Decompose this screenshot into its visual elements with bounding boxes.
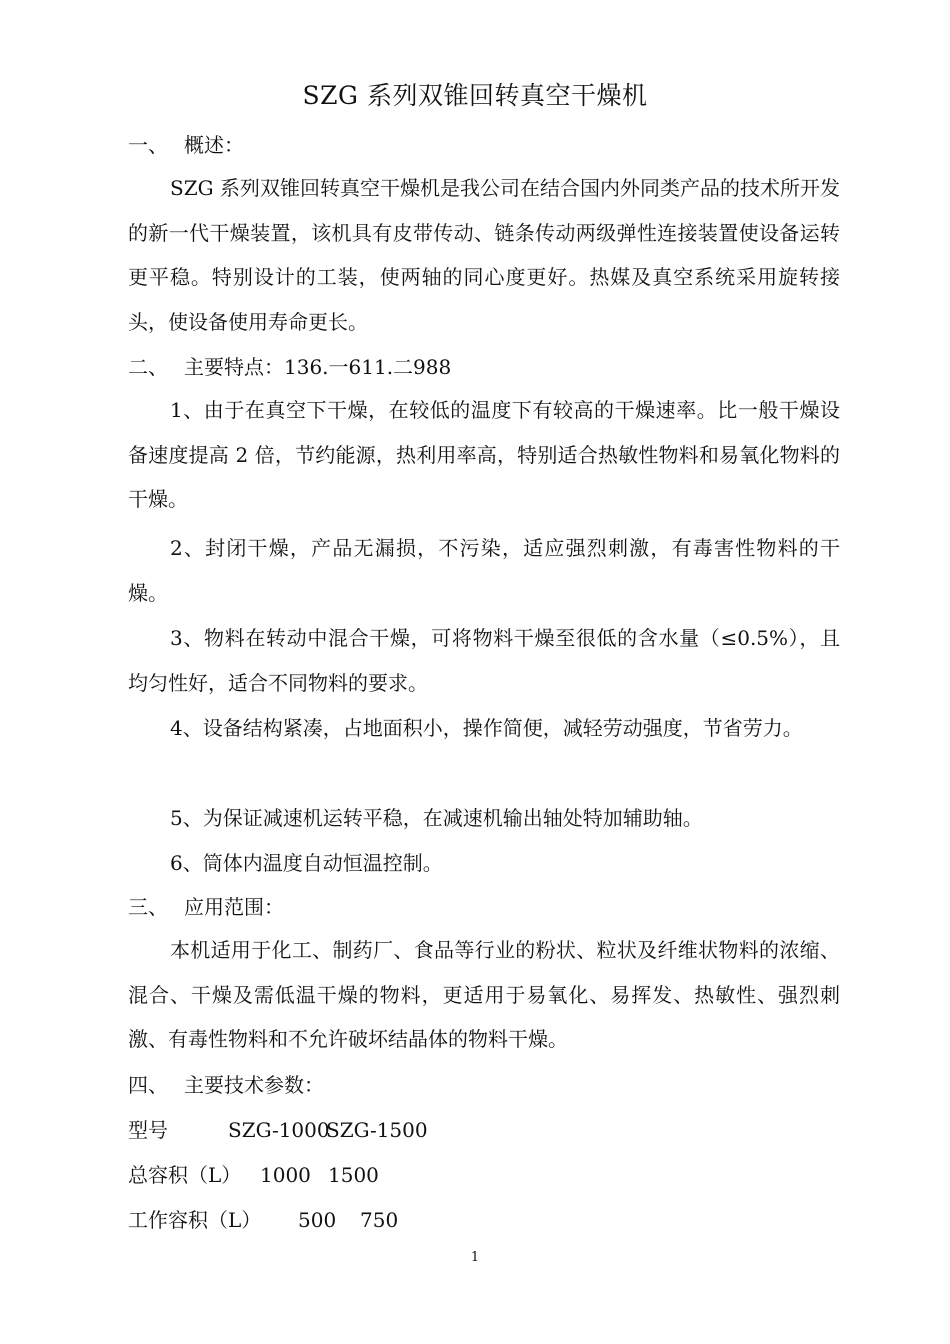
section-number: 一、	[128, 133, 168, 157]
section-heading-parameters	[128, 1070, 840, 1100]
section-number: 四、	[128, 1073, 168, 1097]
applications-paragraph: 本机适用于化工、制药厂、食品等行业的粉状、粒状及纤维状物料的浓缩、混合、干燥及需低温干燥的物料，更适用于易氧化、易挥发、热敏性、强烈刺激、有毒性物料和不允许破坏结晶体的物料干燥。	[128, 938, 840, 1051]
section-heading-applications	[128, 892, 840, 922]
feature-item-5: 5、为保证减速机运转平稳，在减速机输出轴处特加辅助轴。	[170, 806, 703, 830]
param-value-2: 1500	[328, 1163, 379, 1187]
section-title: 主要技术参数：	[184, 1073, 324, 1097]
section-number: 二、	[128, 355, 168, 379]
param-value-1: 1000	[260, 1163, 311, 1187]
param-row-working-volume	[128, 1205, 840, 1235]
param-value-2: 750	[360, 1208, 399, 1232]
section-title: 主要特点：136.一611.二988	[184, 355, 452, 379]
section-number: 三、	[128, 895, 168, 919]
page-number: 1	[470, 1250, 480, 1265]
param-label: 工作容积（L）	[128, 1208, 262, 1232]
feature-item-2: 2、封闭干燥，产品无漏损，不污染，适应强烈刺激，有毒害性物料的干燥。	[128, 536, 840, 605]
feature-item-6: 6、筒体内温度自动恒温控制。	[170, 851, 443, 875]
section-heading-features	[128, 352, 840, 382]
feature-item-3: 3、物料在转动中混合干燥，可将物料干燥至很低的含水量（≤0.5%），且均匀性好，适合不同物料的要求。	[128, 626, 840, 695]
param-value-1: 500	[298, 1208, 337, 1232]
param-row-total-volume	[128, 1160, 840, 1190]
param-value-2: SZG-1500	[326, 1118, 428, 1142]
section-title: 概述：	[184, 133, 244, 157]
overview-paragraph: SZG 系列双锥回转真空干燥机是我公司在结合国内外同类产品的技术所开发的新一代干燥装置，该机具有皮带传动、链条传动两级弹性连接装置使设备运转更平稳。特别设计的工装，使两轴的同心度更好。热媒及真空系统采用旋转接头，使设备使用寿命更长。	[128, 176, 840, 334]
document-title: SZG 系列双锥回转真空干燥机	[302, 81, 648, 110]
param-value-1: SZG-1000	[228, 1118, 330, 1142]
section-heading-overview	[128, 130, 840, 160]
param-row-model	[128, 1115, 840, 1145]
feature-item-4: 4、设备结构紧凑，占地面积小，操作简便，减轻劳动强度，节省劳力。	[170, 716, 803, 740]
feature-item-1: 1、由于在真空下干燥，在较低的温度下有较高的干燥速率。比一般干燥设备速度提高 2 倍，节约能源，热利用率高，特别适合热敏性物料和易氧化物料的干燥。	[128, 398, 840, 511]
param-label: 总容积（L）	[128, 1163, 242, 1187]
section-title: 应用范围：	[184, 895, 284, 919]
param-label: 型号	[128, 1118, 168, 1142]
